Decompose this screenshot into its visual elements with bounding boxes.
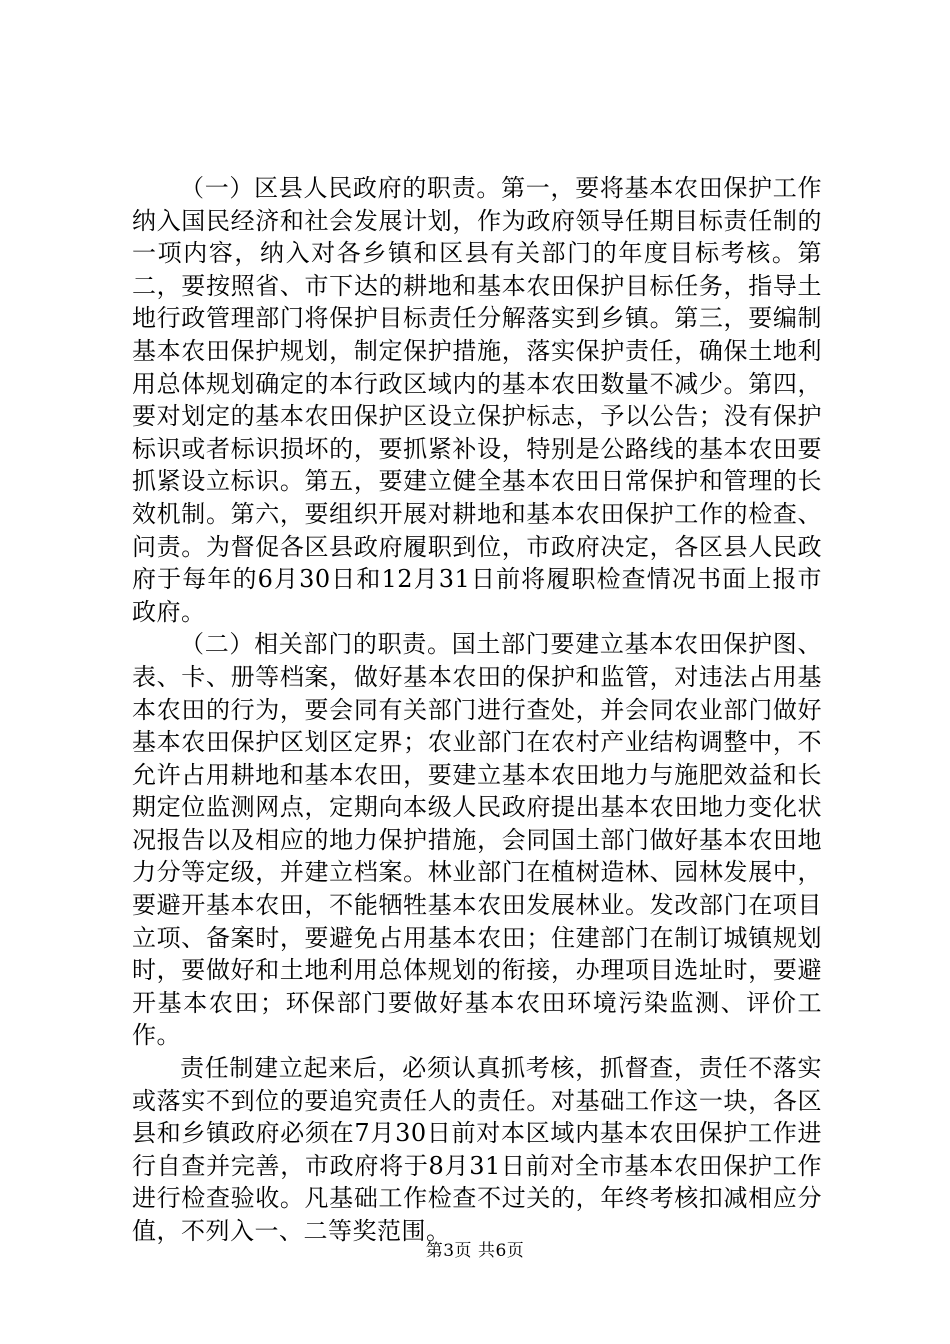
paragraph-department-duties: （二）相关部门的职责。国土部门要建立基本农田保护图、表、卡、册等档案，做好基本农田的保护和监管，对违法占用基本农田的行为，要会同有关部门进行查处，并会同农业部门做好基本农田保护区划区定界；农业部门在农村产业结构调整中，不允许占用耕地和基本农田，要建立基本农田地力与施肥效益和长期定位监测网点，定期向本级人民政府提出基本农田地力变化状况报告以及相应的地力保护措施，会同国土部门做好基本农田地力分等定级，并建立档案。林业部门在植树造林、园林发展中，要避开基本农田，不能牺牲基本农田发展林业。发改部门在项目立项、备案时，要避免占用基本农田；住建部门在制订城镇规划时，要做好和土地利用总体规划的衔接，办理项目选址时，要避开基本农田；环保部门要做好基本农田环境污染监测、评价工作。: [132, 630, 822, 1050]
paragraph-assessment: 责任制建立起来后，必须认真抓考核，抓督查，责任不落实或落实不到位的要追究责任人的责任。对基础工作这一块，各区县和乡镇政府必须在7月30日前对本区域内基本农田保护工作进行自查并完善，市政府将于8月31日前对全市基本农田保护工作进行检查验收。凡基础工作检查不过关的，年终考核扣减相应分值，不列入一、二等奖范围。: [132, 1054, 822, 1245]
page-number-footer: 第3页 共6页: [425, 1241, 525, 1261]
paragraph-district-government-duties: （一）区县人民政府的职责。第一，要将基本农田保护工作纳入国民经济和社会发展计划，作为政府领导任期目标责任制的一项内容，纳入对各乡镇和区县有关部门的年度目标考核。第二，要按照省、市下达的耕地和基本农田保护目标任务，指导土地行政管理部门将保护目标责任分解落实到乡镇。第三，要编制基本农田保护规划，制定保护措施，落实保护责任，确保土地利用总体规划确定的本行政区域内的基本农田数量不减少。第四，要对划定的基本农田保护区设立保护标志，予以公告；没有保护标识或者标识损坏的，要抓紧补设，特别是公路线的基本农田要抓紧设立标识。第五，要建立健全基本农田日常保护和管理的长效机制。第六，要组织开展对耕地和基本农田保护工作的检查、问责。为督促各区县政府履职到位，市政府决定，各区县人民政府于每年的6月30日和12月31日前将履职检查情况书面上报市政府。: [132, 174, 822, 626]
document-body: [132, 172, 822, 1248]
